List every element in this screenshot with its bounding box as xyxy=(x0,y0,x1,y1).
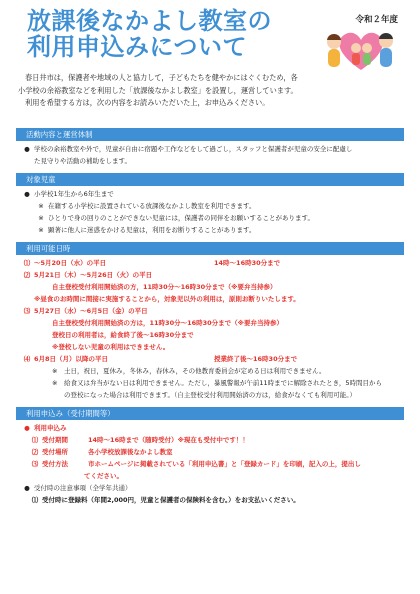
section-heading-activity: 活動内容と運営体制 xyxy=(16,128,404,141)
title-line-2: 利用申込みについて xyxy=(27,33,248,61)
target-note: 在籍する小学校に設置されている放課後なかよし教室を利用できます。 xyxy=(48,202,256,210)
bullet-icon: ● xyxy=(24,145,30,153)
target-item: 小学校1年生から6年生まで xyxy=(34,190,114,198)
period-4-label: 6月8日（月）以降の平日 xyxy=(34,355,109,363)
period-content xyxy=(16,255,404,401)
period-4-note: ※ 給食又は弁当がない日は利用できません。ただし，暴風警報が午前11時までに解除されたとき，5時間目から xyxy=(52,379,382,387)
row-label: 受付方法 xyxy=(42,460,68,468)
row-value-cont: てください。 xyxy=(84,472,123,480)
period-4-time: 授業終了後～16時30分まで xyxy=(214,355,298,363)
application-content xyxy=(16,420,404,506)
marker: ⑷ xyxy=(23,355,31,363)
page-title xyxy=(27,8,272,60)
intro-text xyxy=(18,72,402,110)
period-4-note: の登校になった場合は利用できます。（自主登校受付利用開始済の方は，給食がなくても利用可能。） xyxy=(64,391,356,399)
target-note: ひとりで身の回りのことができない児童には，保護者の同伴をお願いすることがあります。 xyxy=(48,214,314,222)
period-3-detail: 自主登校受付利用開始済の方は，11時30分～16時30分まで（※要弁当持参） xyxy=(52,319,284,327)
row-value: 各小学校放課後なかよし教室 xyxy=(88,448,173,456)
bullet-icon: ● xyxy=(24,190,30,198)
target-note: 顕著に他人に迷惑をかける児童は，利用をお断りすることがあります。 xyxy=(48,226,256,234)
section-heading-application: 利用申込み（受付期間等） xyxy=(16,407,404,420)
row-label: 受付期間 xyxy=(42,436,68,444)
application-item: 利用申込み xyxy=(34,424,67,432)
target-content: ● 小学校1年生から6年生まで ※ 在籍する小学校に設置されている放課後なかよし教室を利用できます。 ※ ひとりで身の回りのことができない児童には，保護者の同伴をお願いすることがあります。 ※ 顕著に他人に迷惑をかける児童は，利用をお断りすることがあります。 xyxy=(16,186,404,236)
period-2-detail: 自主登校受付利用開始済の方，11時30分～16時30分まで（※要弁当持参） xyxy=(52,283,277,291)
period-4-note: ※ 土日，祝日，夏休み，冬休み，春休み，その他教育委員会が定める日は利用できません。 xyxy=(52,367,326,375)
bullet-icon: ● xyxy=(24,424,30,432)
title-line-1: 放課後なかよし教室の xyxy=(27,7,272,35)
intro-line: 春日井市は，保護者や地域の人と協力して，子どもたちを健やかにはぐくむため，各 xyxy=(25,73,298,82)
period-2-note: ※昼食のお時間に間接に実施することから，対象児以外の利用は，原則お断りいたします。 xyxy=(34,295,300,303)
row-value: 市ホームページに掲載されている「利用申込書」と「登録カード」を印刷，記入の上，提出し xyxy=(88,460,361,468)
period-1-time: 14時～16時30分まで xyxy=(214,259,281,267)
intro-line: 小学校の余裕教室などを利用した「放課後なかよし教室」を設置し，運営しています。 xyxy=(18,85,298,95)
row-value: 14時～16時まで（随時受付）※現在も受付中です！！ xyxy=(88,436,249,444)
section-heading-period: 利用可能日時 xyxy=(16,242,404,255)
period-1-label: ～5月20日（水）の平日 xyxy=(34,259,107,267)
marker: ⑴ xyxy=(23,259,31,267)
marker: ⑵ xyxy=(23,271,31,279)
intro-line: 利用を希望する方は，次の内容をお読みいただいた上，お申込みください。 xyxy=(25,98,270,107)
marker: ⑴ xyxy=(31,436,39,444)
activity-line: た見守りや活動の補助をします。 xyxy=(34,157,131,165)
period-3-label: 5月27日（水）～6月5日（金）の平日 xyxy=(34,307,148,315)
fiscal-year-label: 令和２年度 xyxy=(355,15,398,25)
marker: ⑶ xyxy=(23,307,31,315)
marker: ⑵ xyxy=(31,448,39,456)
family-illustration xyxy=(320,24,402,74)
note-value: 受付時に登録料（年間2,000円，児童と保護者の保険料を含む。）をお支払いください。 xyxy=(42,496,300,504)
activity-line: 学校の余裕教室や外で，児童が自由に宿題や工作などをして過ごし，スタッフと保護者が児童の安全に配慮し xyxy=(34,145,353,153)
period-2-label: 5月21日（木）～5月26日（火）の平日 xyxy=(34,271,153,279)
activity-content xyxy=(16,141,404,167)
period-3-detail-2: 登校日の利用者は，給食終了後～16時30分まで xyxy=(52,331,194,339)
application-item: 受付時の注意事項（全学年共通） xyxy=(34,484,132,492)
sections xyxy=(16,122,404,506)
bullet-icon: ● xyxy=(24,484,30,492)
row-label: 受付場所 xyxy=(42,448,68,456)
marker: ⑶ xyxy=(31,460,39,468)
section-heading-target: 対象児童 xyxy=(16,173,404,186)
marker: ⑴ xyxy=(31,496,39,504)
period-3-note: ※登校しない児童の利用はできません。 xyxy=(52,343,170,351)
